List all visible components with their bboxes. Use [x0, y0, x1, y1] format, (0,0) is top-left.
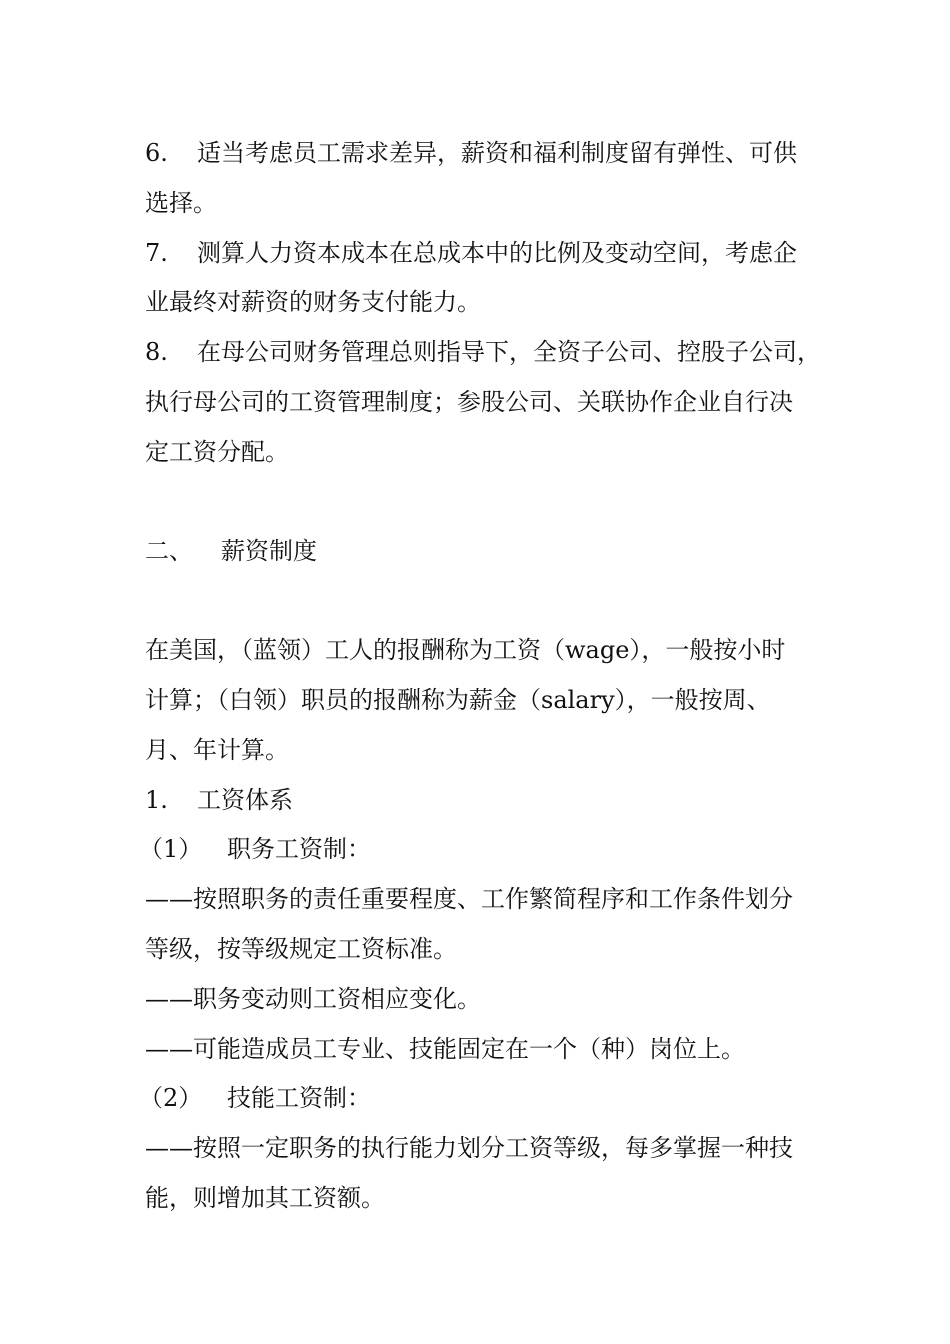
item-number: 7. [145, 239, 168, 267]
part-1-bullet-2: ——职务变动则工资相应变化。 [145, 985, 481, 1013]
item-7-line-2: 业最终对薪资的财务支付能力。 [145, 288, 481, 316]
subsection-number: 1. [145, 786, 168, 814]
part-2-heading [139, 1082, 845, 1114]
intro-line-3: 月、年计算。 [145, 736, 289, 764]
intro-line-2: 计算；（白领）职员的报酬称为薪金（salary），一般按周、 [145, 686, 771, 714]
part-1-bullet-1-line-2: 等级，按等级规定工资标准。 [145, 935, 457, 963]
section-number: 二、 [145, 537, 193, 565]
item-text: 在母公司财务管理总则指导下，全资子公司、控股子公司， [197, 338, 821, 366]
subsection-title: 工资体系 [197, 786, 293, 814]
part-title: 技能工资制： [227, 1084, 371, 1112]
intro-line-1: 在美国，（蓝领）工人的报酬称为工资（wage），一般按小时 [145, 636, 786, 664]
part-2-bullet-1-line-2: 能，则增加其工资额。 [145, 1184, 385, 1212]
subsection-heading [145, 784, 845, 816]
part-1-bullet-3: ——可能造成员工专业、技能固定在一个（种）岗位上。 [145, 1035, 745, 1063]
part-1-bullet-1-line-1: ——按照职务的责任重要程度、工作繁简程序和工作条件划分 [145, 885, 793, 913]
part-2-bullet-1-line-1: ——按照一定职务的执行能力划分工资等级，每多掌握一种技 [145, 1134, 793, 1162]
section-heading [145, 535, 845, 567]
item-8-line-2: 执行母公司的工资管理制度；参股公司、关联协作企业自行决 [145, 388, 793, 416]
part-number: （2） [139, 1084, 203, 1112]
part-title: 职务工资制： [227, 835, 371, 863]
item-text: 测算人力资本成本在总成本中的比例及变动空间，考虑企 [197, 239, 797, 267]
item-number: 8. [145, 338, 168, 366]
item-text: 适当考虑员工需求差异，薪资和福利制度留有弹性、可供 [197, 139, 797, 167]
item-6-line-2: 选择。 [145, 189, 217, 217]
item-number: 6. [145, 139, 168, 167]
item-8-line-1 [145, 336, 845, 368]
part-number: （1） [139, 835, 203, 863]
section-title: 薪资制度 [221, 537, 317, 565]
item-6-line-1 [145, 137, 845, 169]
item-7-line-1 [145, 237, 845, 269]
part-1-heading [139, 833, 845, 865]
item-8-line-3: 定工资分配。 [145, 438, 289, 466]
